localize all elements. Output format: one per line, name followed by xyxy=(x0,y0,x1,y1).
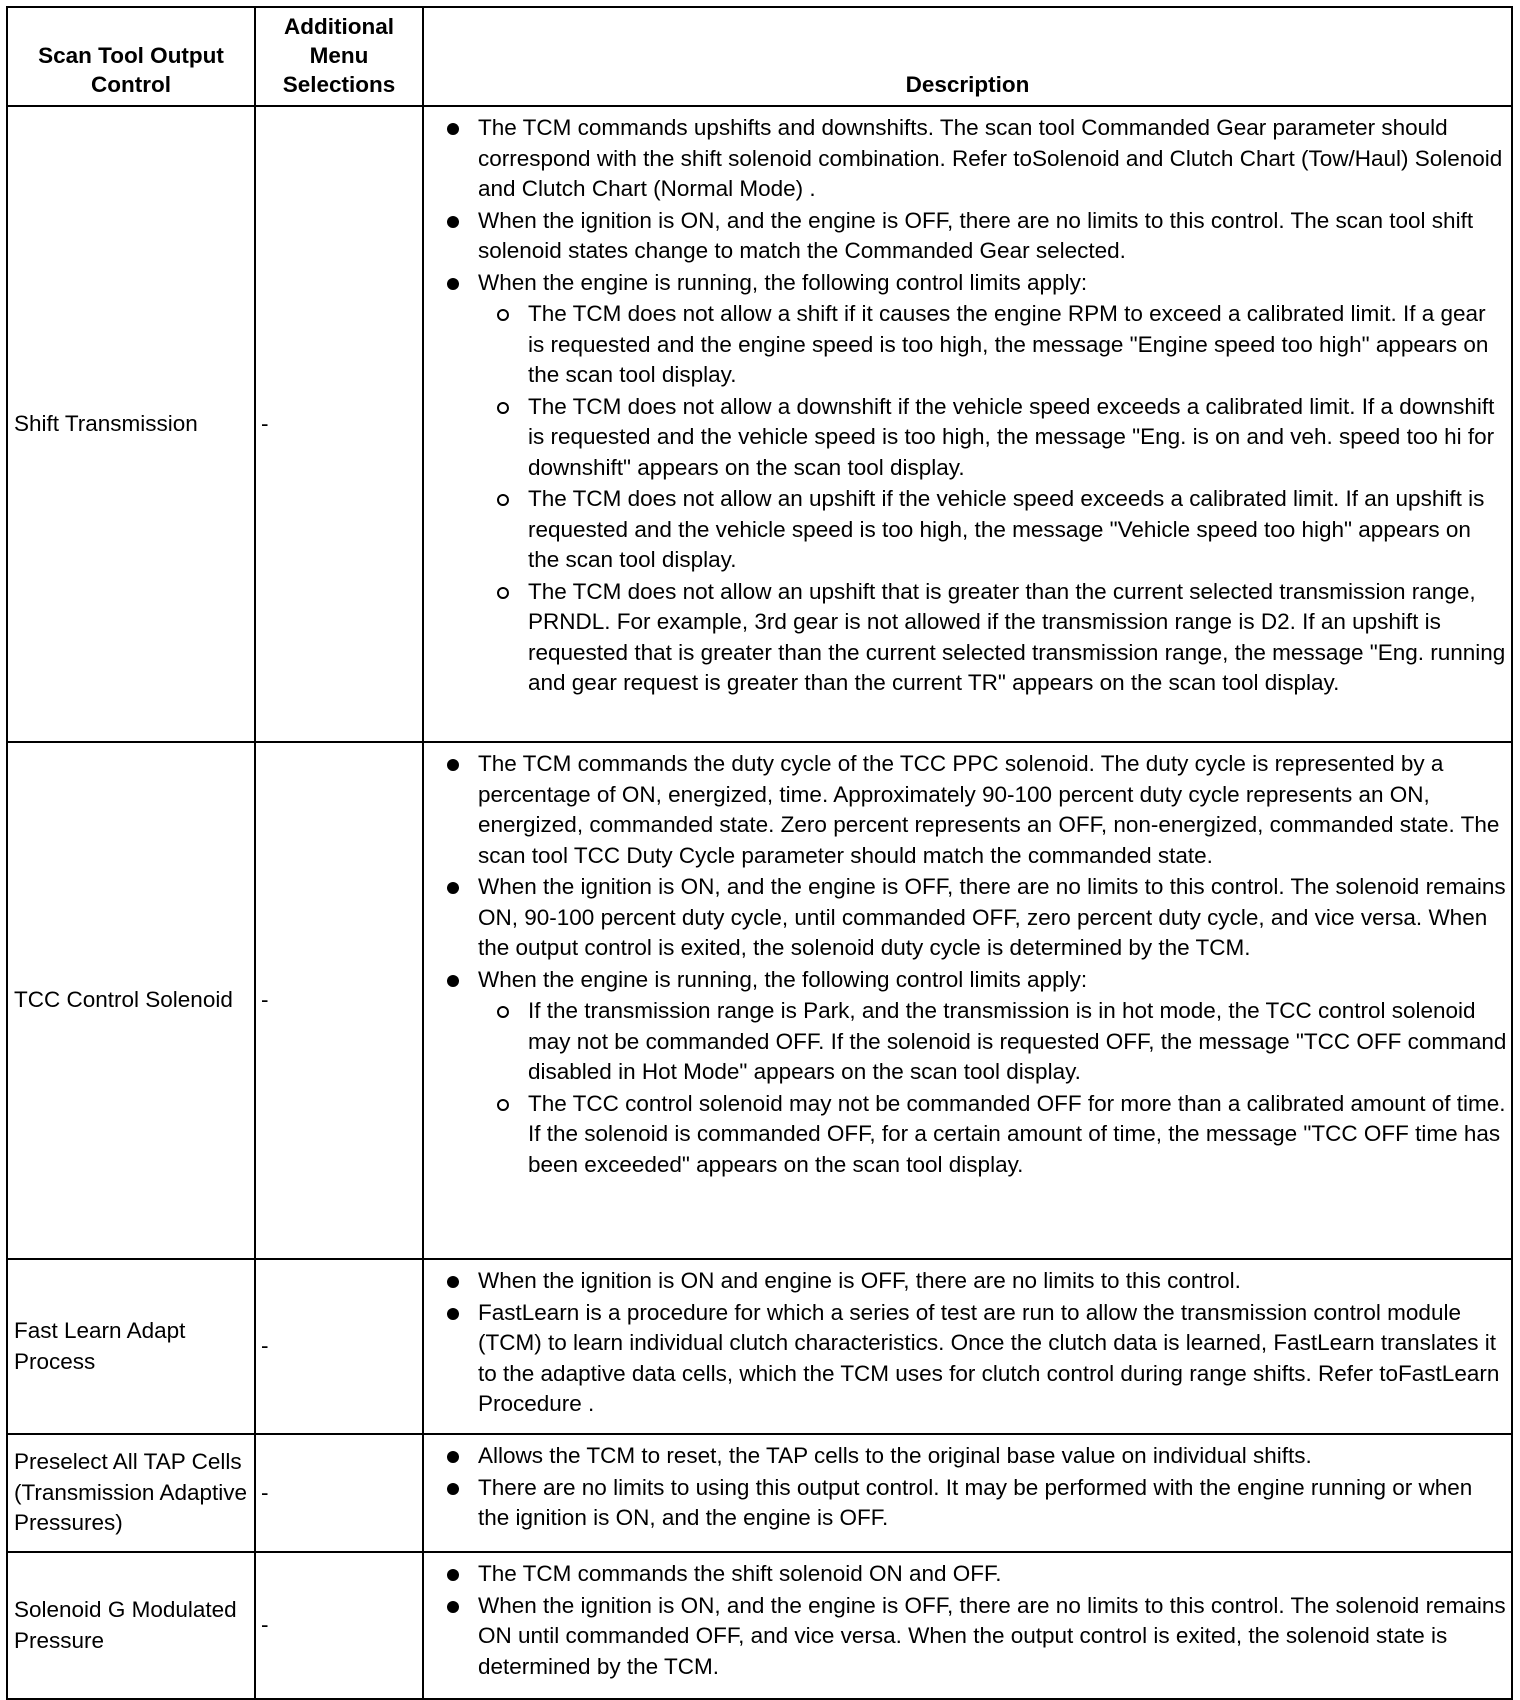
menu-selection: - xyxy=(255,1259,423,1434)
sub-bullet-item: The TCM does not allow a shift if it causes the engine RPM to exceed a calibrated limit. If a gear is requested and the engine speed is too high, the message "Engine speed too high" appears on the scan tool display. xyxy=(424,299,1507,391)
bullet-icon xyxy=(447,278,459,290)
sub-bullet-item: The TCM does not allow an upshift that is greater than the current selected transmission range, PRNDL. For example, 3rd gear is not allowed if the transmission range is D2. If an upshift is requested that is greater than the current selected transmission range, the message "Eng. running and gear request is greater than the current TR" appears on the scan tool display. xyxy=(424,577,1507,699)
output-control-table xyxy=(6,6,1513,1700)
bullet-icon xyxy=(447,1601,459,1613)
sub-bullet-item: The TCC control solenoid may not be commanded OFF for more than a calibrated amount of time. If the solenoid is commanded OFF, for a certain amount of time, the message "TCC OFF time has been exceeded" appears on the scan tool display. xyxy=(424,1089,1507,1181)
bullet-item: When the ignition is ON, and the engine is OFF, there are no limits to this control. The solenoid remains ON until commanded OFF, and vice versa. When the output control is exited, the solenoid state is determined by the TCM. xyxy=(424,1591,1507,1683)
circle-bullet-icon xyxy=(497,494,509,506)
description-cell xyxy=(423,1434,1512,1552)
header-description: Description xyxy=(423,7,1512,106)
description-cell xyxy=(423,1259,1512,1434)
control-name: TCC Control Solenoid xyxy=(7,742,255,1259)
bullet-icon xyxy=(447,759,459,771)
header-row xyxy=(7,7,1512,106)
bullet-icon xyxy=(447,975,459,987)
circle-bullet-icon xyxy=(497,402,509,414)
bullet-icon xyxy=(447,1308,459,1320)
description-cell xyxy=(423,742,1512,1259)
sub-bullet-item: The TCM does not allow a downshift if the vehicle speed exceeds a calibrated limit. If a downshift is requested and the vehicle speed is too high, the message "Eng. is on and veh. speed too hi for downshift" appears on the scan tool display. xyxy=(424,392,1507,484)
menu-selection: - xyxy=(255,742,423,1259)
table-row xyxy=(7,106,1512,742)
control-name: Shift Transmission xyxy=(7,106,255,742)
bullet-item: When the engine is running, the following control limits apply: The TCM does not allow a shift if it causes the engine RPM to exceed a calibrated limit. If a gear is requested and the engine speed is too high, the message "Engine speed too high" appears on the scan tool display. The TCM does not allow a downshift if the vehicle speed exceeds a calibrated limit. If a downshift is requested and the vehicle speed is too high, the message "Eng. is on and veh. speed too hi for downshift" appears on the scan tool display. The TCM does not allow an upshift if the vehicle speed exceeds a calibrated limit. If an upshift is requested and the vehicle speed is too high, the message "Vehicle speed too high" appears on the scan tool display. The TCM does not allow an upshift that is greater than the current selected transmission range, PRNDL. For example, 3rd gear is not allowed if the transmission range is D2. If an upshift is requested that is greater than the current selected transmission range, the message "Eng. running and gear request is greater than the current TR" appears on the scan tool display. xyxy=(424,268,1507,699)
bullet-icon xyxy=(447,216,459,228)
table-row xyxy=(7,742,1512,1259)
bullet-item: The TCM commands upshifts and downshifts. The scan tool Commanded Gear parameter should correspond with the shift solenoid combination. Refer toSolenoid and Clutch Chart (Tow/Haul) Solenoid and Clutch Chart (Normal Mode) . xyxy=(424,113,1507,205)
control-name: Preselect All TAP Cells (Transmission Adaptive Pressures) xyxy=(7,1434,255,1552)
header-control: Scan Tool Output Control xyxy=(7,7,255,106)
table-row xyxy=(7,1259,1512,1434)
bullet-item: When the ignition is ON, and the engine is OFF, there are no limits to this control. The scan tool shift solenoid states change to match the Commanded Gear selected. xyxy=(424,206,1507,267)
circle-bullet-icon xyxy=(497,587,509,599)
bullet-item: Allows the TCM to reset, the TAP cells to the original base value on individual shifts. xyxy=(424,1441,1507,1472)
bullet-icon xyxy=(447,1451,459,1463)
bullet-icon xyxy=(447,123,459,135)
circle-bullet-icon xyxy=(497,309,509,321)
table-row xyxy=(7,1434,1512,1552)
bullet-item: The TCM commands the shift solenoid ON and OFF. xyxy=(424,1559,1507,1590)
circle-bullet-icon xyxy=(497,1006,509,1018)
bullet-item: FastLearn is a procedure for which a series of test are run to allow the transmission control module (TCM) to learn individual clutch characteristics. Once the clutch data is learned, FastLearn translates it to the adaptive data cells, which the TCM uses for clutch control during range shifts. Refer toFastLearn Procedure . xyxy=(424,1298,1507,1420)
menu-selection: - xyxy=(255,106,423,742)
bullet-item: When the ignition is ON, and the engine is OFF, there are no limits to this control. The solenoid remains ON, 90-100 percent duty cycle, until commanded OFF, zero percent duty cycle, and vice versa. When the output control is exited, the solenoid duty cycle is determined by the TCM. xyxy=(424,872,1507,964)
menu-selection: - xyxy=(255,1434,423,1552)
control-name: Fast Learn Adapt Process xyxy=(7,1259,255,1434)
bullet-item: When the ignition is ON and engine is OFF, there are no limits to this control. xyxy=(424,1266,1507,1297)
description-cell xyxy=(423,106,1512,742)
bullet-icon xyxy=(447,1569,459,1581)
table-row xyxy=(7,1552,1512,1699)
description-cell xyxy=(423,1552,1512,1699)
bullet-icon xyxy=(447,1276,459,1288)
header-menu: Additional Menu Selections xyxy=(255,7,423,106)
bullet-item: There are no limits to using this output control. It may be performed with the engine running or when the ignition is ON, and the engine is OFF. xyxy=(424,1473,1507,1534)
sub-bullet-item: If the transmission range is Park, and the transmission is in hot mode, the TCC control solenoid may not be commanded OFF. If the solenoid is requested OFF, the message "TCC OFF command disabled in Hot Mode" appears on the scan tool display. xyxy=(424,996,1507,1088)
menu-selection: - xyxy=(255,1552,423,1699)
bullet-icon xyxy=(447,882,459,894)
bullet-item: The TCM commands the duty cycle of the TCC PPC solenoid. The duty cycle is represented by a percentage of ON, energized, time. Approximately 90-100 percent duty cycle represents an ON, energized, commanded state. Zero percent represents an OFF, non-energized, commanded state. The scan tool TCC Duty Cycle parameter should match the commanded state. xyxy=(424,749,1507,871)
circle-bullet-icon xyxy=(497,1099,509,1111)
bullet-item: When the engine is running, the following control limits apply: If the transmission range is Park, and the transmission is in hot mode, the TCC control solenoid may not be commanded OFF. If the solenoid is requested OFF, the message "TCC OFF command disabled in Hot Mode" appears on the scan tool display. The TCC control solenoid may not be commanded OFF for more than a calibrated amount of time. If the solenoid is commanded OFF, for a certain amount of time, the message "TCC OFF time has been exceeded" appears on the scan tool display. xyxy=(424,965,1507,1181)
control-name: Solenoid G Modulated Pressure xyxy=(7,1552,255,1699)
bullet-icon xyxy=(447,1483,459,1495)
sub-bullet-item: The TCM does not allow an upshift if the vehicle speed exceeds a calibrated limit. If an upshift is requested and the vehicle speed is too high, the message "Vehicle speed too high" appears on the scan tool display. xyxy=(424,484,1507,576)
